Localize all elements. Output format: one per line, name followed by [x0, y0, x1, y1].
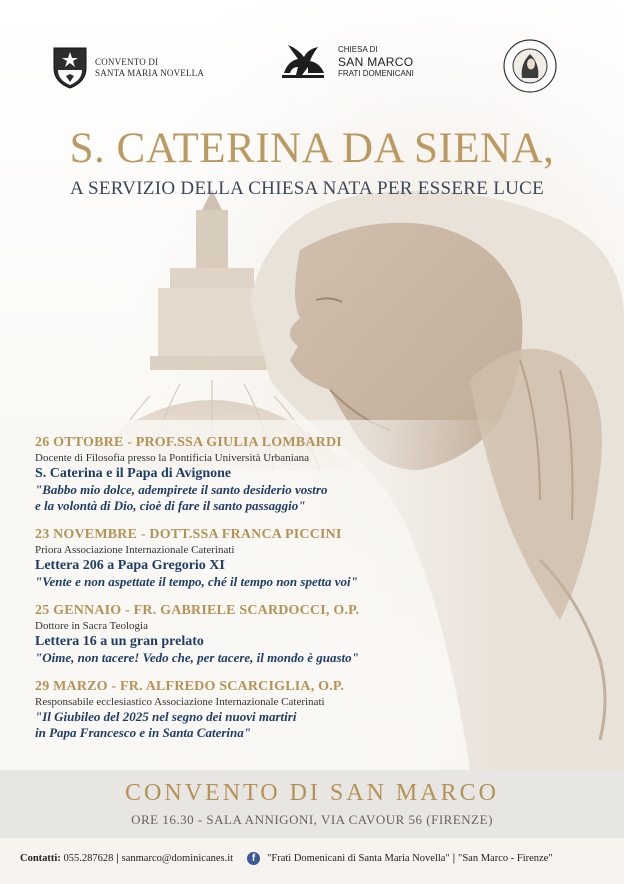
- facebook-page-link[interactable]: "Frati Domenicani di Santa Maria Novella": [267, 853, 450, 864]
- event-topic: Lettera 206 a Papa Gregorio XI: [35, 558, 225, 573]
- venue-details: ORE 16.30 - SALA ANNIGONI, VIA CAVOUR 56 (FIRENZE): [131, 812, 493, 827]
- event-quote: "Babbo mio dolce, adempirete il santo desiderio vostro: [35, 482, 328, 497]
- logo-santa-maria-novella: [52, 46, 204, 90]
- logo-mid-line1: CHIESA DI: [338, 45, 378, 54]
- events-list: [35, 434, 465, 753]
- event-topic: S. Caterina e il Papa di Avignone: [35, 466, 232, 481]
- winged-lion-icon: [278, 43, 328, 81]
- logo-mid-line2: SAN MARCO: [338, 55, 414, 69]
- event-speaker-role: Docente di Filosofia presso la Pontificia Università Urbaniana: [35, 452, 310, 464]
- page-subtitle: A SERVIZIO DELLA CHIESA NATA PER ESSERE LUCE: [69, 178, 545, 199]
- event-speaker-role: Dottore in Sacra Teologia: [35, 620, 148, 632]
- facebook-icon[interactable]: f: [247, 852, 260, 865]
- event-quote: "Il Giubileo del 2025 nel segno dei nuovi martiri: [35, 709, 297, 724]
- logo-san-marco: [278, 43, 414, 81]
- event-quote: in Papa Francesco e in Santa Caterina": [35, 725, 251, 740]
- contacts-label: Contatti:: [20, 853, 61, 864]
- caterinati-seal-logo: [502, 38, 558, 94]
- event-item: [35, 678, 465, 741]
- logo-mid-line3: FRATI DOMENICANI: [338, 69, 414, 78]
- venue-name: CONVENTO DI SAN MARCO: [125, 780, 499, 806]
- facebook-page-link[interactable]: "San Marco - Firenze": [458, 853, 553, 864]
- event-speaker-role: Priora Associazione Internazionale Caterinati: [35, 544, 235, 556]
- event-item: [35, 602, 465, 666]
- separator: |: [116, 853, 119, 864]
- event-speaker-role: Responsabile ecclesiastico Associazione Internazionale Caterinati: [35, 696, 325, 708]
- venue-band: [0, 770, 624, 838]
- event-quote: "Vente e non aspettate il tempo, ché il tempo non spetta voi": [35, 574, 358, 589]
- logo-left-line2: SANTA MARIA NOVELLA: [95, 68, 205, 78]
- dominican-shield-icon: [52, 46, 88, 90]
- event-date-speaker: 23 NOVEMBRE - DOTT.SSA FRANCA PICCINI: [35, 527, 342, 542]
- logo-left-line1: CONVENTO DI: [95, 57, 159, 67]
- event-item: [35, 434, 465, 514]
- page-title: S. CATERINA DA SIENA,: [69, 125, 555, 172]
- contact-phone[interactable]: 055.287628: [63, 853, 114, 864]
- event-item: [35, 526, 465, 590]
- separator: |: [452, 853, 456, 864]
- event-quote: "Oime, non tacere! Vedo che, per tacere, il mondo è guasto": [35, 650, 359, 665]
- contact-email[interactable]: sanmarco@dominicanes.it: [121, 853, 234, 864]
- event-date-speaker: 25 GENNAIO - FR. GABRIELE SCARDOCCI, O.P.: [35, 603, 360, 618]
- event-quote: e la volontà di Dio, cioè di fare il santo passaggio": [35, 498, 306, 513]
- contacts-bar: [20, 852, 620, 865]
- event-date-speaker: 29 MARZO - FR. ALFREDO SCARCIGLIA, O.P.: [35, 679, 345, 694]
- event-topic: Lettera 16 a un gran prelato: [35, 634, 204, 649]
- event-date-speaker: 26 OTTOBRE - PROF.SSA GIULIA LOMBARDI: [35, 435, 342, 450]
